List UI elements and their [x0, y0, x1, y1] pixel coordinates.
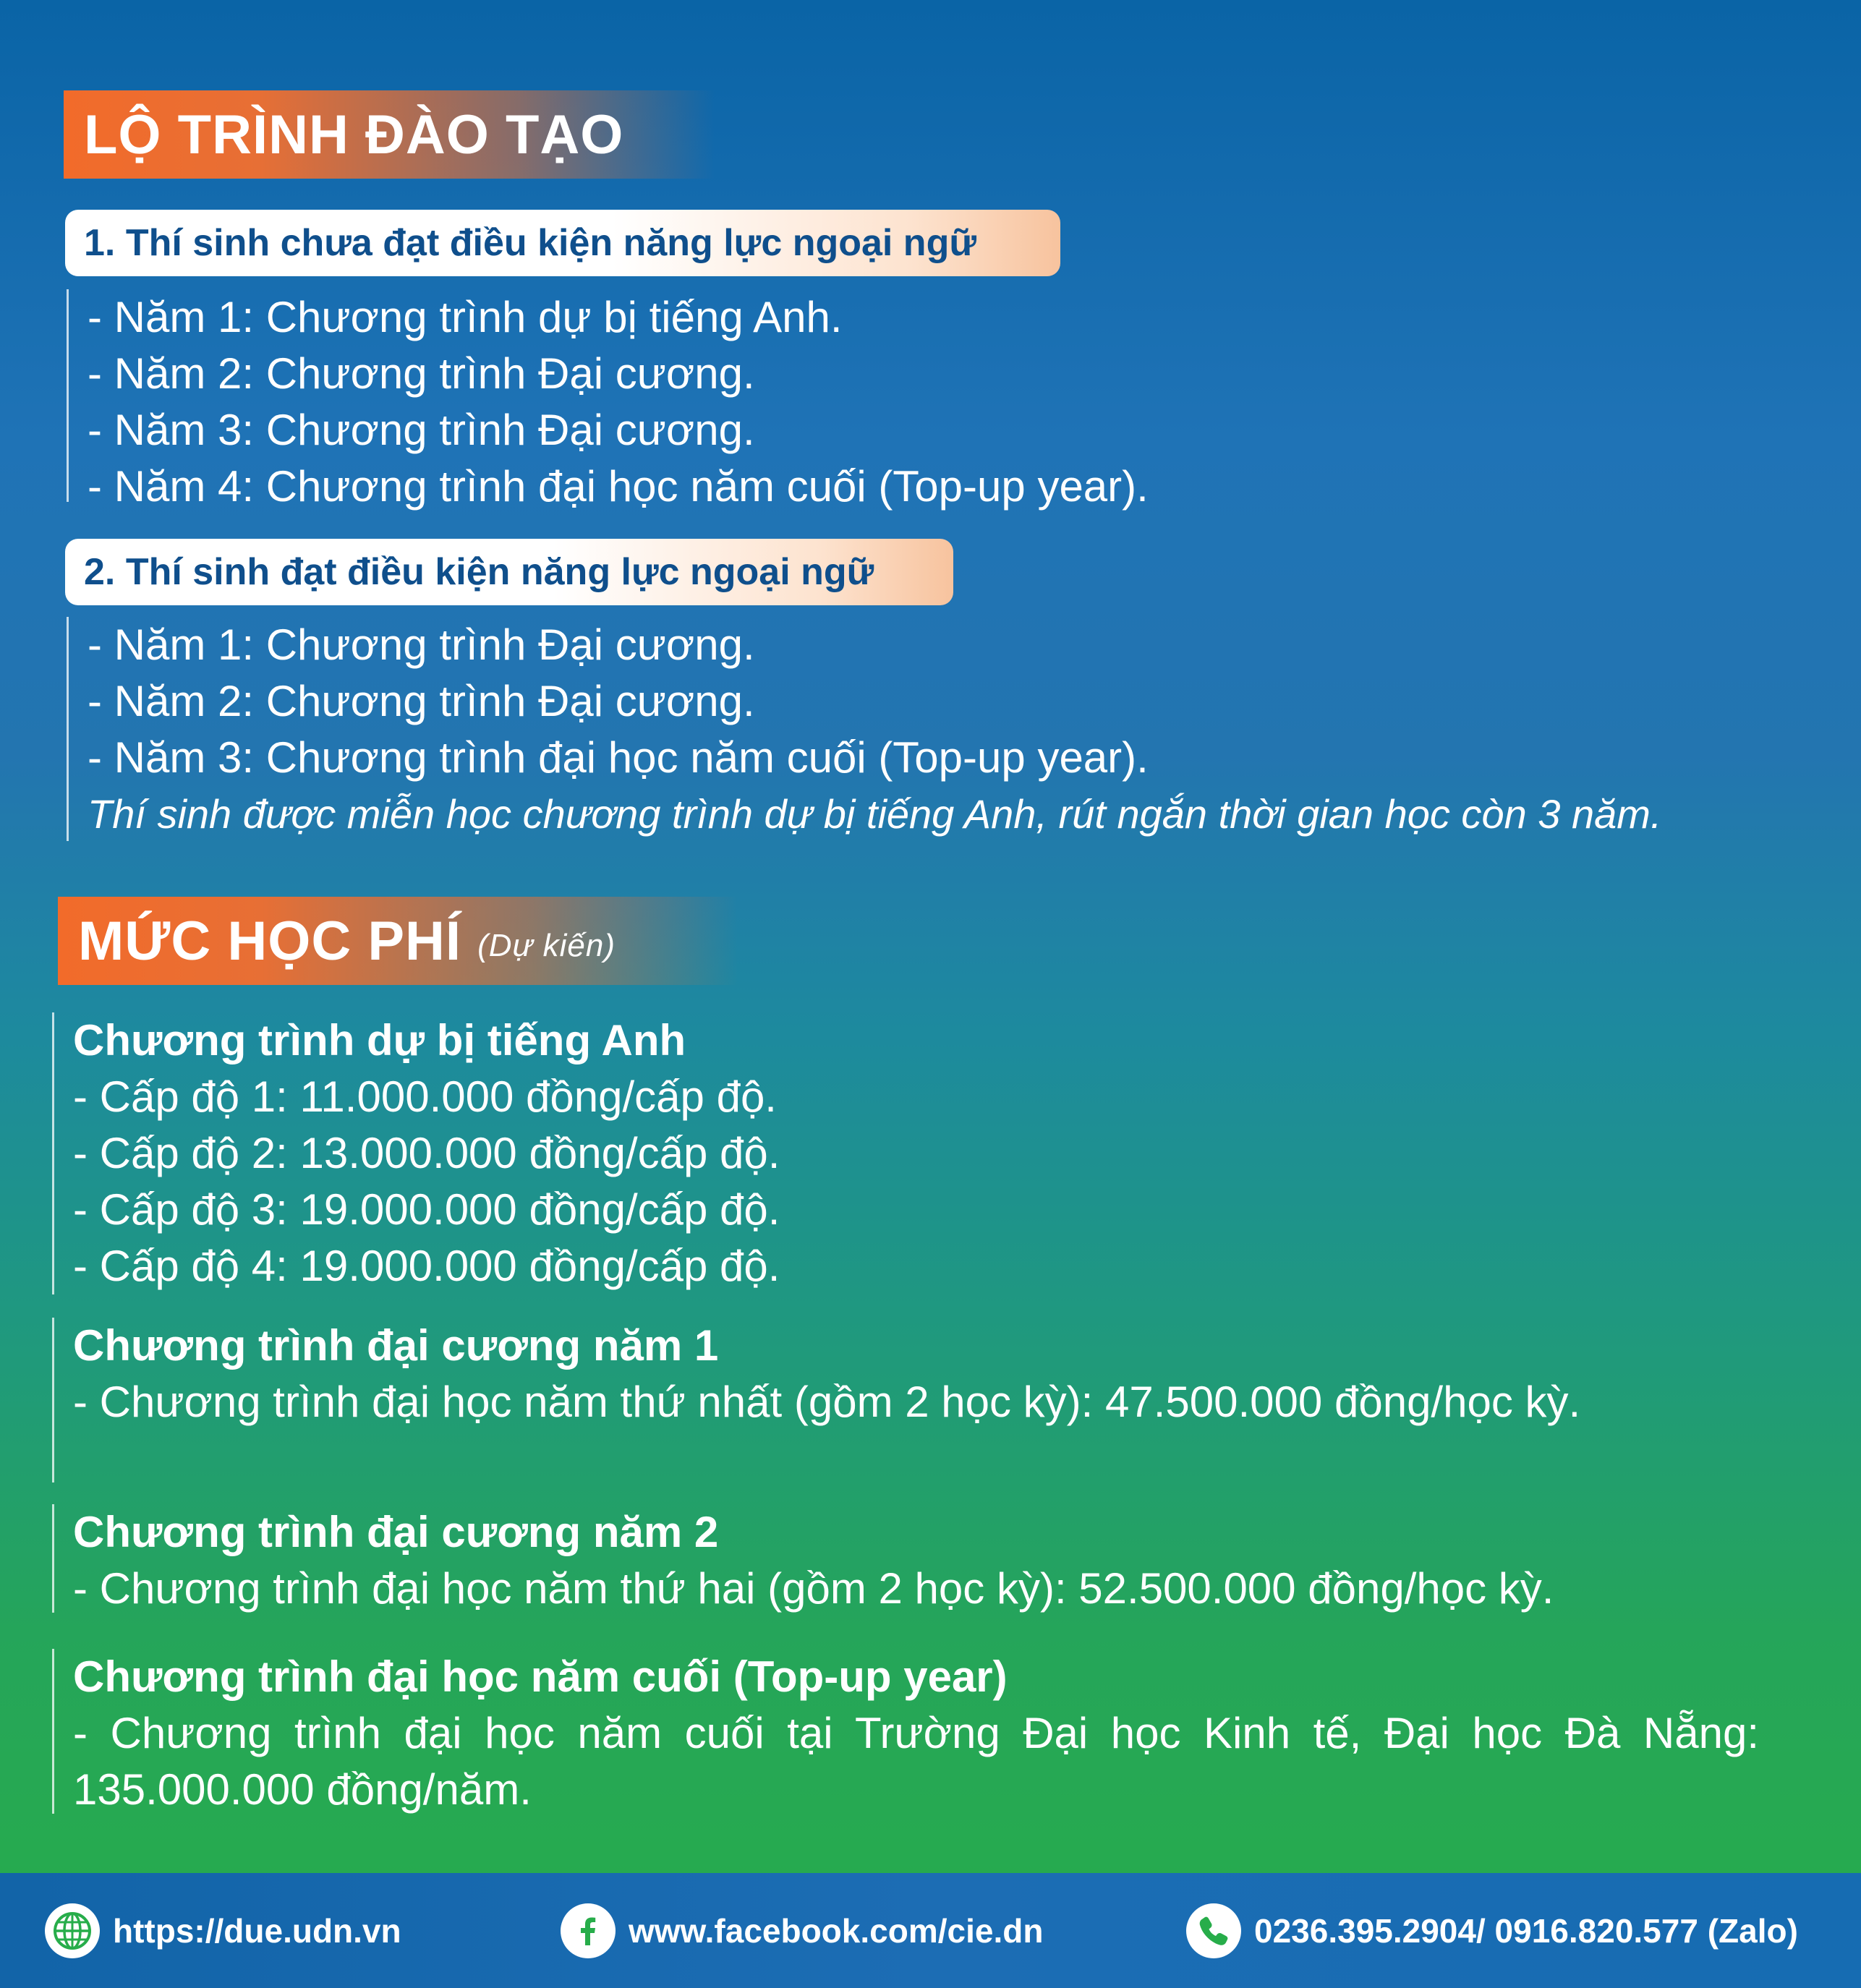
tuition-subtitle: (Dự kiến)	[477, 928, 616, 963]
group2-heading	[65, 539, 953, 605]
group1-item-1: - Năm 1: Chương trình dự bị tiếng Anh.	[88, 293, 843, 341]
group1-item-4: - Năm 4: Chương trình đại học năm cuối (Top-up year).	[88, 462, 1149, 511]
english-prep-level-3: - Cấp độ 3: 19.000.000 đồng/cấp độ.	[73, 1185, 780, 1234]
english-prep-level-2: - Cấp độ 2: 13.000.000 đồng/cấp độ.	[73, 1129, 780, 1177]
website-link[interactable]: https://due.udn.vn	[113, 1911, 401, 1950]
footer-facebook[interactable]	[561, 1873, 1043, 1988]
training-section-title	[64, 90, 715, 179]
general-year1-text: - Chương trình đại học năm thứ nhất (gồm 2 học kỳ): 47.500.000 đồng/học kỳ.	[73, 1378, 1581, 1426]
topup-heading: Chương trình đại học năm cuối (Top-up year)	[73, 1652, 1008, 1701]
general-year2-text: - Chương trình đại học năm thứ hai (gồm 2 học kỳ): 52.500.000 đồng/học kỳ.	[73, 1564, 1554, 1613]
tuition-section-title	[58, 897, 738, 985]
group2-item-3: - Năm 3: Chương trình đại học năm cuối (Top-up year).	[88, 733, 1149, 782]
topup-fees	[52, 1649, 1759, 1814]
english-prep-heading: Chương trình dự bị tiếng Anh	[73, 1016, 686, 1065]
topup-text: - Chương trình đại học năm cuối tại Trường Đại học Kinh tế, Đại học Đà Nẵng: 135.000.000 đồng/năm.	[73, 1709, 1759, 1814]
group1-item-3: - Năm 3: Chương trình Đại cương.	[88, 406, 755, 454]
group2-item-1: - Năm 1: Chương trình Đại cương.	[88, 620, 755, 669]
training-title-text: LỘ TRÌNH ĐÀO TẠO	[84, 103, 624, 166]
facebook-icon	[561, 1903, 616, 1958]
group2-list	[67, 617, 1661, 841]
general-year2-heading: Chương trình đại cương năm 2	[73, 1508, 719, 1556]
group1-heading	[65, 210, 1060, 276]
group1-list	[67, 289, 1149, 511]
english-prep-level-1: - Cấp độ 1: 11.000.000 đồng/cấp độ.	[73, 1072, 777, 1121]
footer-bar	[0, 1873, 1861, 1988]
group2-item-2: - Năm 2: Chương trình Đại cương.	[88, 677, 755, 725]
footer-phone[interactable]	[1186, 1873, 1798, 1988]
general-year1-heading: Chương trình đại cương năm 1	[73, 1321, 719, 1370]
general-year2-fees	[52, 1504, 1788, 1613]
group1-heading-text: 1. Thí sinh chưa đạt điều kiện năng lực ngoại ngữ	[84, 222, 976, 264]
phone-numbers[interactable]: 0236.395.2904/ 0916.820.577 (Zalo)	[1254, 1911, 1798, 1950]
english-prep-fees	[52, 1012, 780, 1294]
group1-item-2: - Năm 2: Chương trình Đại cương.	[88, 349, 755, 398]
group2-heading-text: 2. Thí sinh đạt điều kiện năng lực ngoại ngữ	[84, 551, 874, 593]
general-year1-fees	[52, 1318, 1759, 1483]
tuition-title-text: MỨC HỌC PHÍ	[78, 910, 462, 972]
facebook-link[interactable]: www.facebook.com/cie.dn	[629, 1911, 1044, 1950]
footer-website[interactable]	[45, 1873, 401, 1988]
globe-icon	[45, 1903, 100, 1958]
phone-icon	[1186, 1903, 1241, 1958]
group2-note: Thí sinh được miễn học chương trình dự bị tiếng Anh, rút ngắn thời gian học còn 3 năm.	[88, 791, 1662, 837]
english-prep-level-4: - Cấp độ 4: 19.000.000 đồng/cấp độ.	[73, 1242, 780, 1290]
